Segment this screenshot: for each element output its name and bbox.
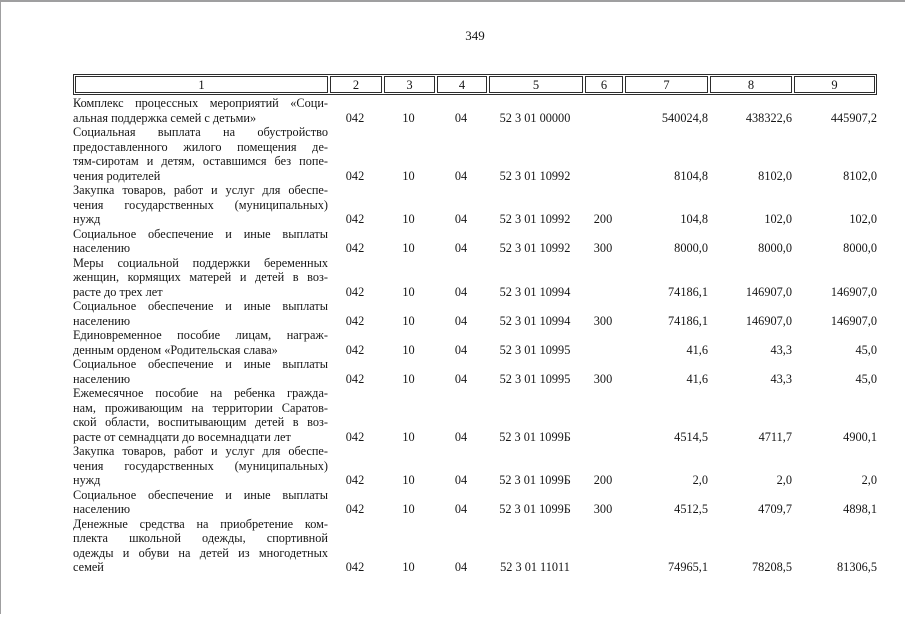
code-cell: 04 (454, 284, 468, 299)
code-cell: 042 (345, 212, 365, 226)
code-cell: 10 (402, 429, 415, 444)
column-header: 8 (710, 76, 792, 93)
code-cell: 52 3 01 10994 (499, 313, 571, 328)
row-title-line: предоставленного жилого помещения де- (73, 139, 328, 154)
code-cell: 300 (593, 371, 613, 386)
window-edge-top (0, 0, 905, 2)
table-row (73, 96, 877, 125)
code-cell: 52 3 01 10992 (499, 168, 571, 183)
row-title-line: нужд (73, 212, 101, 226)
code-cell: 042 (345, 560, 365, 574)
code-cell: 04 (454, 473, 468, 487)
row-title-cell (73, 125, 328, 183)
code-cell: 52 3 01 10992 (499, 241, 571, 255)
row-title-line: ской области, воспитывающим детей в воз- (73, 415, 328, 429)
row-title-line: Социальное обеспечение и иные выплаты (73, 357, 328, 371)
amount-cell: 146907,0 (745, 313, 792, 328)
row-title-line: Социальная выплата на обустройство (73, 125, 328, 139)
code-cell: 10 (402, 168, 415, 183)
amount-cell: 74965,1 (668, 560, 708, 574)
code-cell: 52 3 01 10995 (499, 342, 571, 357)
code-cell: 042 (345, 241, 365, 255)
amount-cell: 74186,1 (668, 284, 708, 299)
amount-cell: 41,6 (686, 371, 708, 386)
amount-cell: 81306,5 (837, 560, 877, 574)
code-cell: 04 (454, 110, 468, 125)
row-title-cell (73, 357, 328, 386)
code-cell: 10 (402, 284, 415, 299)
row-title-line: Денежные средства на приобретение ком- (73, 516, 328, 531)
code-cell: 10 (402, 212, 415, 226)
amount-cell: 78208,5 (752, 560, 792, 574)
code-cell: 10 (402, 313, 415, 328)
table-row (73, 488, 877, 517)
window-edge-left (0, 0, 1, 614)
row-title-line: Закупка товаров, работ и услуг для обеспе- (73, 183, 328, 197)
amount-cell: 445907,2 (830, 110, 877, 125)
amount-cell: 146907,0 (830, 284, 877, 299)
code-cell (583, 386, 623, 444)
row-title-line: чения родителей (73, 168, 161, 183)
amount-cell: 4512,5 (674, 502, 708, 516)
table-row (73, 183, 877, 227)
code-cell: 10 (402, 110, 415, 125)
row-title-line: Социальное обеспечение и иные выплаты (73, 487, 328, 502)
row-title-cell (73, 227, 328, 256)
amount-cell: 41,6 (686, 342, 708, 357)
code-cell: 52 3 01 00000 (499, 110, 571, 125)
code-cell: 04 (454, 560, 468, 574)
amount-cell: 8000,0 (674, 241, 708, 255)
code-cell: 10 (402, 342, 415, 357)
row-title-cell (73, 183, 328, 227)
page-number: 349 (465, 28, 485, 43)
amount-cell: 102,0 (764, 212, 792, 226)
amount-cell: 146907,0 (830, 313, 877, 328)
code-cell: 042 (345, 371, 365, 386)
amount-cell: 43,3 (770, 342, 792, 357)
row-title-line: тям-сиротам и детям, оставшимся без попе- (73, 154, 328, 168)
amount-cell: 74186,1 (668, 313, 708, 328)
row-title-line: плекта школьной одежды, спортивной (73, 531, 328, 545)
code-cell: 300 (593, 502, 613, 516)
amount-cell: 8000,0 (843, 241, 877, 255)
row-title-line: Социальное обеспечение и иные выплаты (73, 226, 328, 241)
row-title-line: альная поддержка семей с детьми» (73, 110, 257, 125)
row-title-line: населению (73, 313, 131, 328)
amount-cell: 4709,7 (758, 502, 792, 516)
table-body (73, 96, 877, 575)
row-title-cell (73, 517, 328, 575)
amount-cell: 104,8 (680, 212, 708, 226)
amount-cell: 4514,5 (674, 429, 708, 444)
amount-cell: 102,0 (849, 212, 877, 226)
code-cell: 04 (454, 342, 468, 357)
row-title-cell (73, 256, 328, 300)
code-cell: 04 (454, 168, 468, 183)
amount-cell: 540024,8 (661, 110, 708, 125)
code-cell: 10 (402, 560, 415, 574)
code-cell (583, 328, 623, 357)
row-title-line: Закупка товаров, работ и услуг для обеспе- (73, 444, 328, 458)
table-row (73, 125, 877, 183)
column-header: 3 (384, 76, 435, 93)
table-row (73, 256, 877, 300)
amount-cell: 4898,1 (843, 502, 877, 516)
amount-cell: 8104,8 (674, 168, 708, 183)
row-title-line: нам, проживающим на территории Саратов- (73, 400, 328, 415)
code-cell (583, 96, 623, 125)
code-cell (583, 125, 623, 183)
row-title-cell (73, 386, 328, 444)
row-title-line: расте до трех лет (73, 284, 163, 299)
code-cell: 04 (454, 429, 468, 444)
code-cell: 04 (454, 371, 468, 386)
code-cell: 300 (593, 241, 613, 255)
amount-cell: 4711,7 (758, 429, 792, 444)
row-title-cell (73, 96, 328, 125)
code-cell: 52 3 01 1099Б (499, 502, 571, 516)
row-title-line: Единовременное пособие лицам, награж- (73, 328, 328, 342)
row-title-line: женщин, кормящих матерей и детей в воз- (73, 270, 328, 284)
code-cell (583, 256, 623, 300)
amount-cell: 43,3 (770, 371, 792, 386)
code-cell: 10 (402, 473, 415, 487)
table-row (73, 299, 877, 328)
amount-cell: 8000,0 (758, 241, 792, 255)
amount-cell: 146907,0 (745, 284, 792, 299)
code-cell: 52 3 01 10994 (499, 284, 571, 299)
table-row (73, 386, 877, 444)
code-cell: 52 3 01 1099Б (499, 473, 571, 487)
row-title-line: Комплекс процессных мероприятий «Соци- (73, 96, 328, 110)
code-cell: 042 (345, 284, 365, 299)
code-cell: 042 (345, 473, 365, 487)
table-row (73, 517, 877, 575)
amount-cell: 8102,0 (843, 168, 877, 183)
row-title-cell (73, 299, 328, 328)
code-cell: 04 (454, 241, 468, 255)
code-cell: 04 (454, 502, 468, 516)
code-cell: 52 3 01 11011 (500, 560, 570, 574)
code-cell: 10 (402, 502, 415, 516)
code-cell: 10 (402, 371, 415, 386)
row-title-line: Социальное обеспечение и иные выплаты (73, 299, 328, 313)
code-cell: 52 3 01 10995 (499, 371, 571, 386)
amount-cell: 438322,6 (745, 110, 792, 125)
code-cell: 04 (454, 313, 468, 328)
column-header: 2 (330, 76, 382, 93)
table-row (73, 444, 877, 488)
amount-cell: 8102,0 (758, 168, 792, 183)
table-header-row (73, 74, 877, 95)
row-title-line: Ежемесячное пособие на ребенка гражда- (73, 386, 328, 400)
row-title-line: населению (73, 241, 131, 255)
column-header: 9 (794, 76, 875, 93)
amount-cell: 2,0 (692, 473, 708, 487)
row-title-line: одежды и обуви на детей из многодетных (73, 545, 328, 560)
code-cell: 042 (345, 429, 365, 444)
column-header: 7 (625, 76, 708, 93)
code-cell: 042 (345, 342, 365, 357)
table-row (73, 328, 877, 357)
column-header: 5 (489, 76, 583, 93)
amount-cell: 4900,1 (843, 429, 877, 444)
code-cell: 200 (593, 473, 613, 487)
code-cell: 04 (454, 212, 468, 226)
code-cell: 52 3 01 10992 (499, 212, 571, 226)
row-title-line: чения государственных (муниципальных) (73, 197, 328, 212)
row-title-line: населению (73, 502, 131, 516)
column-header: 6 (585, 76, 623, 93)
code-cell: 52 3 01 1099Б (499, 429, 571, 444)
row-title-line: населению (73, 371, 131, 386)
code-cell: 042 (345, 168, 365, 183)
table-row (73, 357, 877, 386)
column-header: 1 (75, 76, 328, 93)
column-header: 4 (437, 76, 487, 93)
code-cell: 10 (402, 241, 415, 255)
row-title-line: нужд (73, 473, 101, 487)
amount-cell: 45,0 (855, 342, 877, 357)
row-title-line: денным орденом «Родительская слава» (73, 342, 278, 357)
row-title-line: Меры социальной поддержки беременных (73, 255, 328, 270)
code-cell: 042 (345, 110, 365, 125)
amount-cell: 2,0 (776, 473, 792, 487)
row-title-cell (73, 488, 328, 517)
code-cell (583, 517, 623, 575)
amount-cell: 45,0 (855, 371, 877, 386)
row-title-line: расте от семнадцати до восемнадцати лет (73, 429, 291, 444)
row-title-cell (73, 444, 328, 488)
row-title-cell (73, 328, 328, 357)
budget-table (73, 74, 877, 575)
code-cell: 042 (345, 502, 365, 516)
amount-cell: 2,0 (861, 473, 877, 487)
row-title-line: чения государственных (муниципальных) (73, 458, 328, 473)
table-row (73, 227, 877, 256)
code-cell: 200 (593, 212, 613, 226)
code-cell: 042 (345, 313, 365, 328)
code-cell: 300 (593, 313, 613, 328)
table-body-table (73, 96, 877, 575)
row-title-line: семей (73, 560, 104, 574)
